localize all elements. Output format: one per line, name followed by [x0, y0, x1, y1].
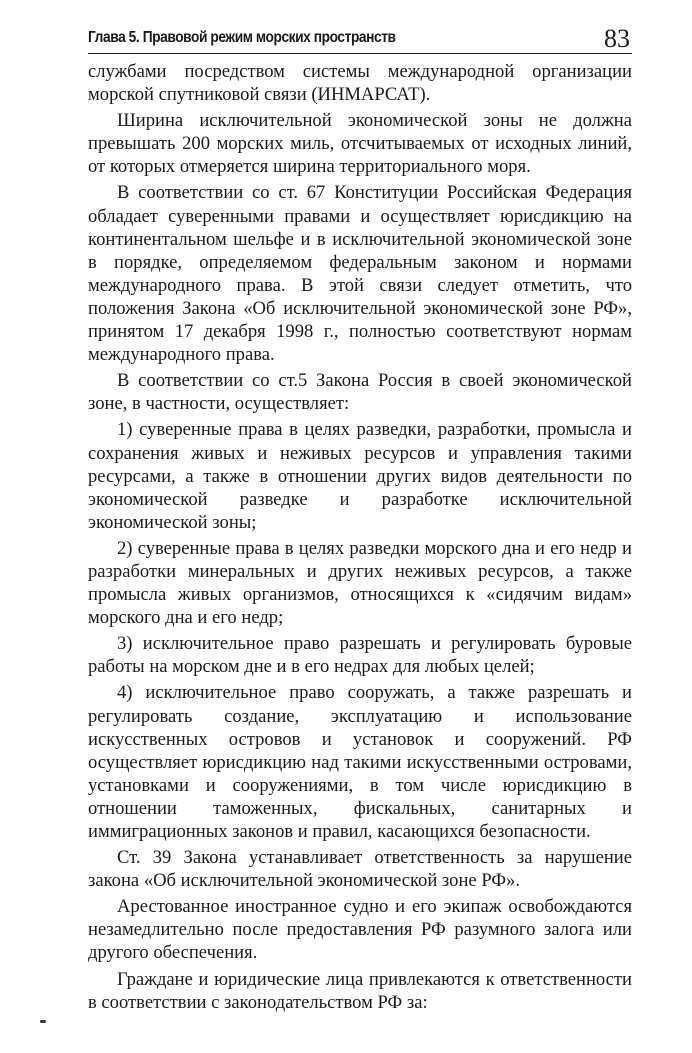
paragraph-article-39: Ст. 39 Закона устанавливает ответственность за нарушение закона «Об исключительной экономической зоне РФ». [88, 847, 632, 892]
list-item-3: 3) исключительное право разрешать и регулировать буровые работы на морском дне и в его недрах для любых целей; [88, 633, 632, 678]
header-rule [88, 53, 632, 54]
running-header [88, 24, 632, 54]
page-number: 83 [604, 24, 630, 53]
scan-mark [40, 1020, 46, 1023]
paragraph-zone-width: Ширина исключительной экономической зоны не должна превышать 200 морских миль, отсчитываемых от исходных линий, от которых отмеряется ширина территориального моря. [88, 110, 632, 178]
paragraph-continued: службами посредством системы международной организации морской спутниковой связи (ИНМАРСАТ). [88, 61, 632, 106]
paragraph-article-5: В соответствии со ст.5 Закона Россия в своей экономической зоне, в частности, осуществляет: [88, 370, 632, 415]
list-item-1: 1) суверенные права в целях разведки, разработки, промысла и сохранения живых и неживых ресурсов и управления такими ресурсами, а также в отношении других видов деятельности по экономической разведке и разработке исключительной экономической зоны; [88, 419, 632, 533]
list-item-2: 2) суверенные права в целях разведки морского дна и его недр и разработки минеральных и других неживых ресурсов, а также промысла живых организмов, относящихся к «сидячим видам» морского дна и его недр; [88, 537, 632, 629]
body-text [88, 60, 632, 1017]
paragraph-constitution: В соответствии со ст. 67 Конституции Российская Федерация обладает суверенными правами и осуществляет юрисдикцию на континентальном шельфе и в исключительной экономической зоне в порядке, определяемом федеральным законом и нормами международного права. В этой связи следует отметить, что положения Закона «Об исключительной экономической зоне РФ», принятом 17 декабря 1998 г., полностью соответствуют нормам международного права. [88, 182, 632, 366]
list-item-4: 4) исключительное право сооружать, а также разрешать и регулировать создание, эксплуатацию и использование искусственных островов и установок и сооружений. РФ осуществляет юрисдикцию над такими искусственными островами, установками и сооружениями, в том числе юрисдикцию в отношении таможенных, фискальных, санитарных и иммиграционных законов и правил, касающихся безопасности. [88, 682, 632, 842]
paragraph-arrested-vessel: Арестованное иностранное судно и его экипаж освобождаются незамедлительно после предоставления РФ разумного залога или другого обеспечения. [88, 896, 632, 964]
paragraph-liability: Граждане и юридические лица привлекаются к ответственности в соответствии с законодательством РФ за: [88, 968, 632, 1013]
chapter-title: Глава 5. Правовой режим морских пространств [88, 29, 396, 46]
